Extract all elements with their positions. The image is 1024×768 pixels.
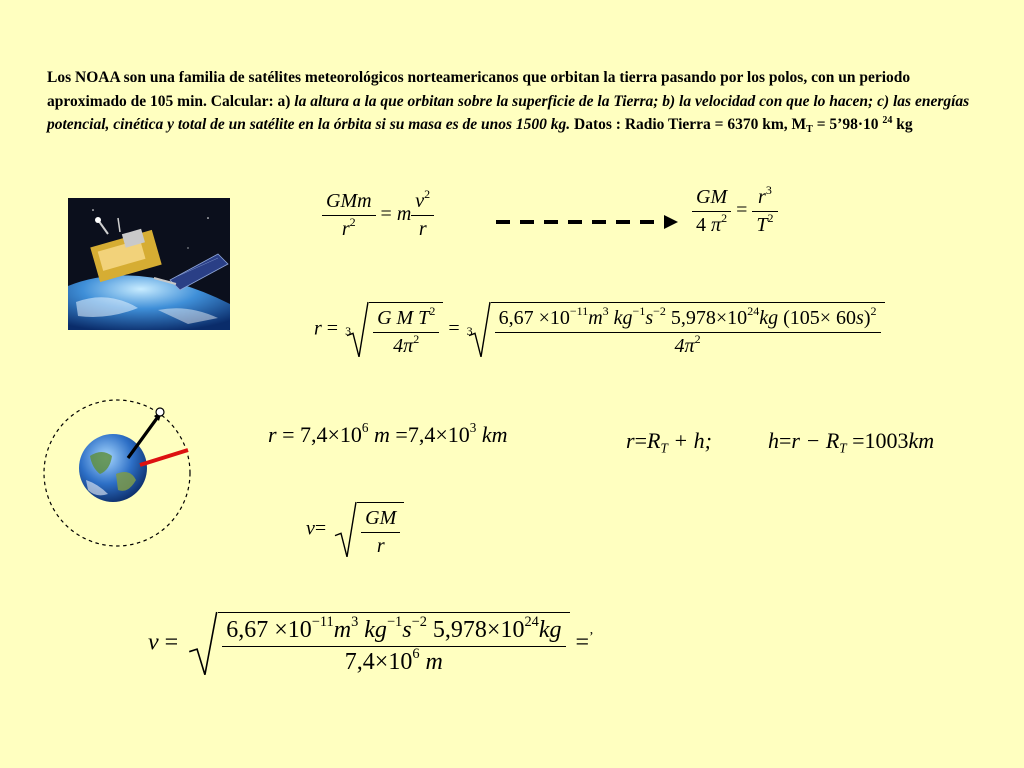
eq1-lhs-num: GMm (322, 190, 376, 216)
statement-sub-t: T (806, 124, 813, 136)
equation-radius-result: $r = 7,4\times 10^6$ $m =7,4\times 10^3$ km (268, 420, 508, 447)
statement-text-3: = 5’98·10 (812, 116, 883, 134)
radius-line (140, 450, 188, 465)
equation-force-balance: $\frac{\text{GMm}}{r^2}$ = m $\frac{v^2}{r}$ (322, 190, 434, 241)
satellite-image (68, 198, 230, 330)
equation-velocity-calc: v = $\frac{6,67 \times 10^{-11}m^3 kg^{-1}s^{-2} 5,978\times 10^{24}kg}{7,4\times 10^6 m}$ =’ (148, 612, 594, 676)
equation-r-sum: $r=R_T + h$; (626, 428, 712, 456)
equation-velocity-formula: v= $\frac{GM}{r}$ (306, 502, 404, 558)
eq2-lhs-num: GM (692, 186, 731, 212)
equation-height-result: $h=r - R_T =1003km$ (768, 428, 935, 456)
statement-text-4: kg (892, 116, 913, 134)
statement-text-2: Datos : Radio Tierra = 6370 km, M (570, 116, 807, 134)
dashed-arrow-icon (494, 212, 680, 232)
statement-sup-24: 24 (882, 115, 893, 127)
satellite-dot (156, 408, 164, 416)
orbit-arrow-line (128, 414, 160, 458)
statement-text-1: Los NOAA son una familia de satélites meteorológicos norteamericanos que orbitan la tierra pasando por los polos, con un periodo aproximado de 105 min. Calcular: a) (47, 69, 911, 110)
equation-kepler: $\frac{GM}{4 \pi^2}$ = $\frac{r^3}{T^2}$ (692, 186, 778, 237)
statement-italic: la altura a la que orbitan sobre la superficie de la Tierra; b) la velocidad con que lo hacen; c) las energías potencial, cinética y total de un satélite en la órbita si su masa es de unos 1500 kg. (47, 92, 970, 134)
problem-statement (47, 66, 977, 137)
equation-radius-calc: r = 3 $\frac{G M T^2}{4\pi^2}$ = 3 $\frac{6,67 \times 10^{-11}m^3 kg^{-1}s^{-2} 5,978\times 10^{24}kg (105\times 60s)^2}{4\pi^2}$ (314, 302, 885, 358)
earth-orbit-diagram (38, 394, 198, 554)
